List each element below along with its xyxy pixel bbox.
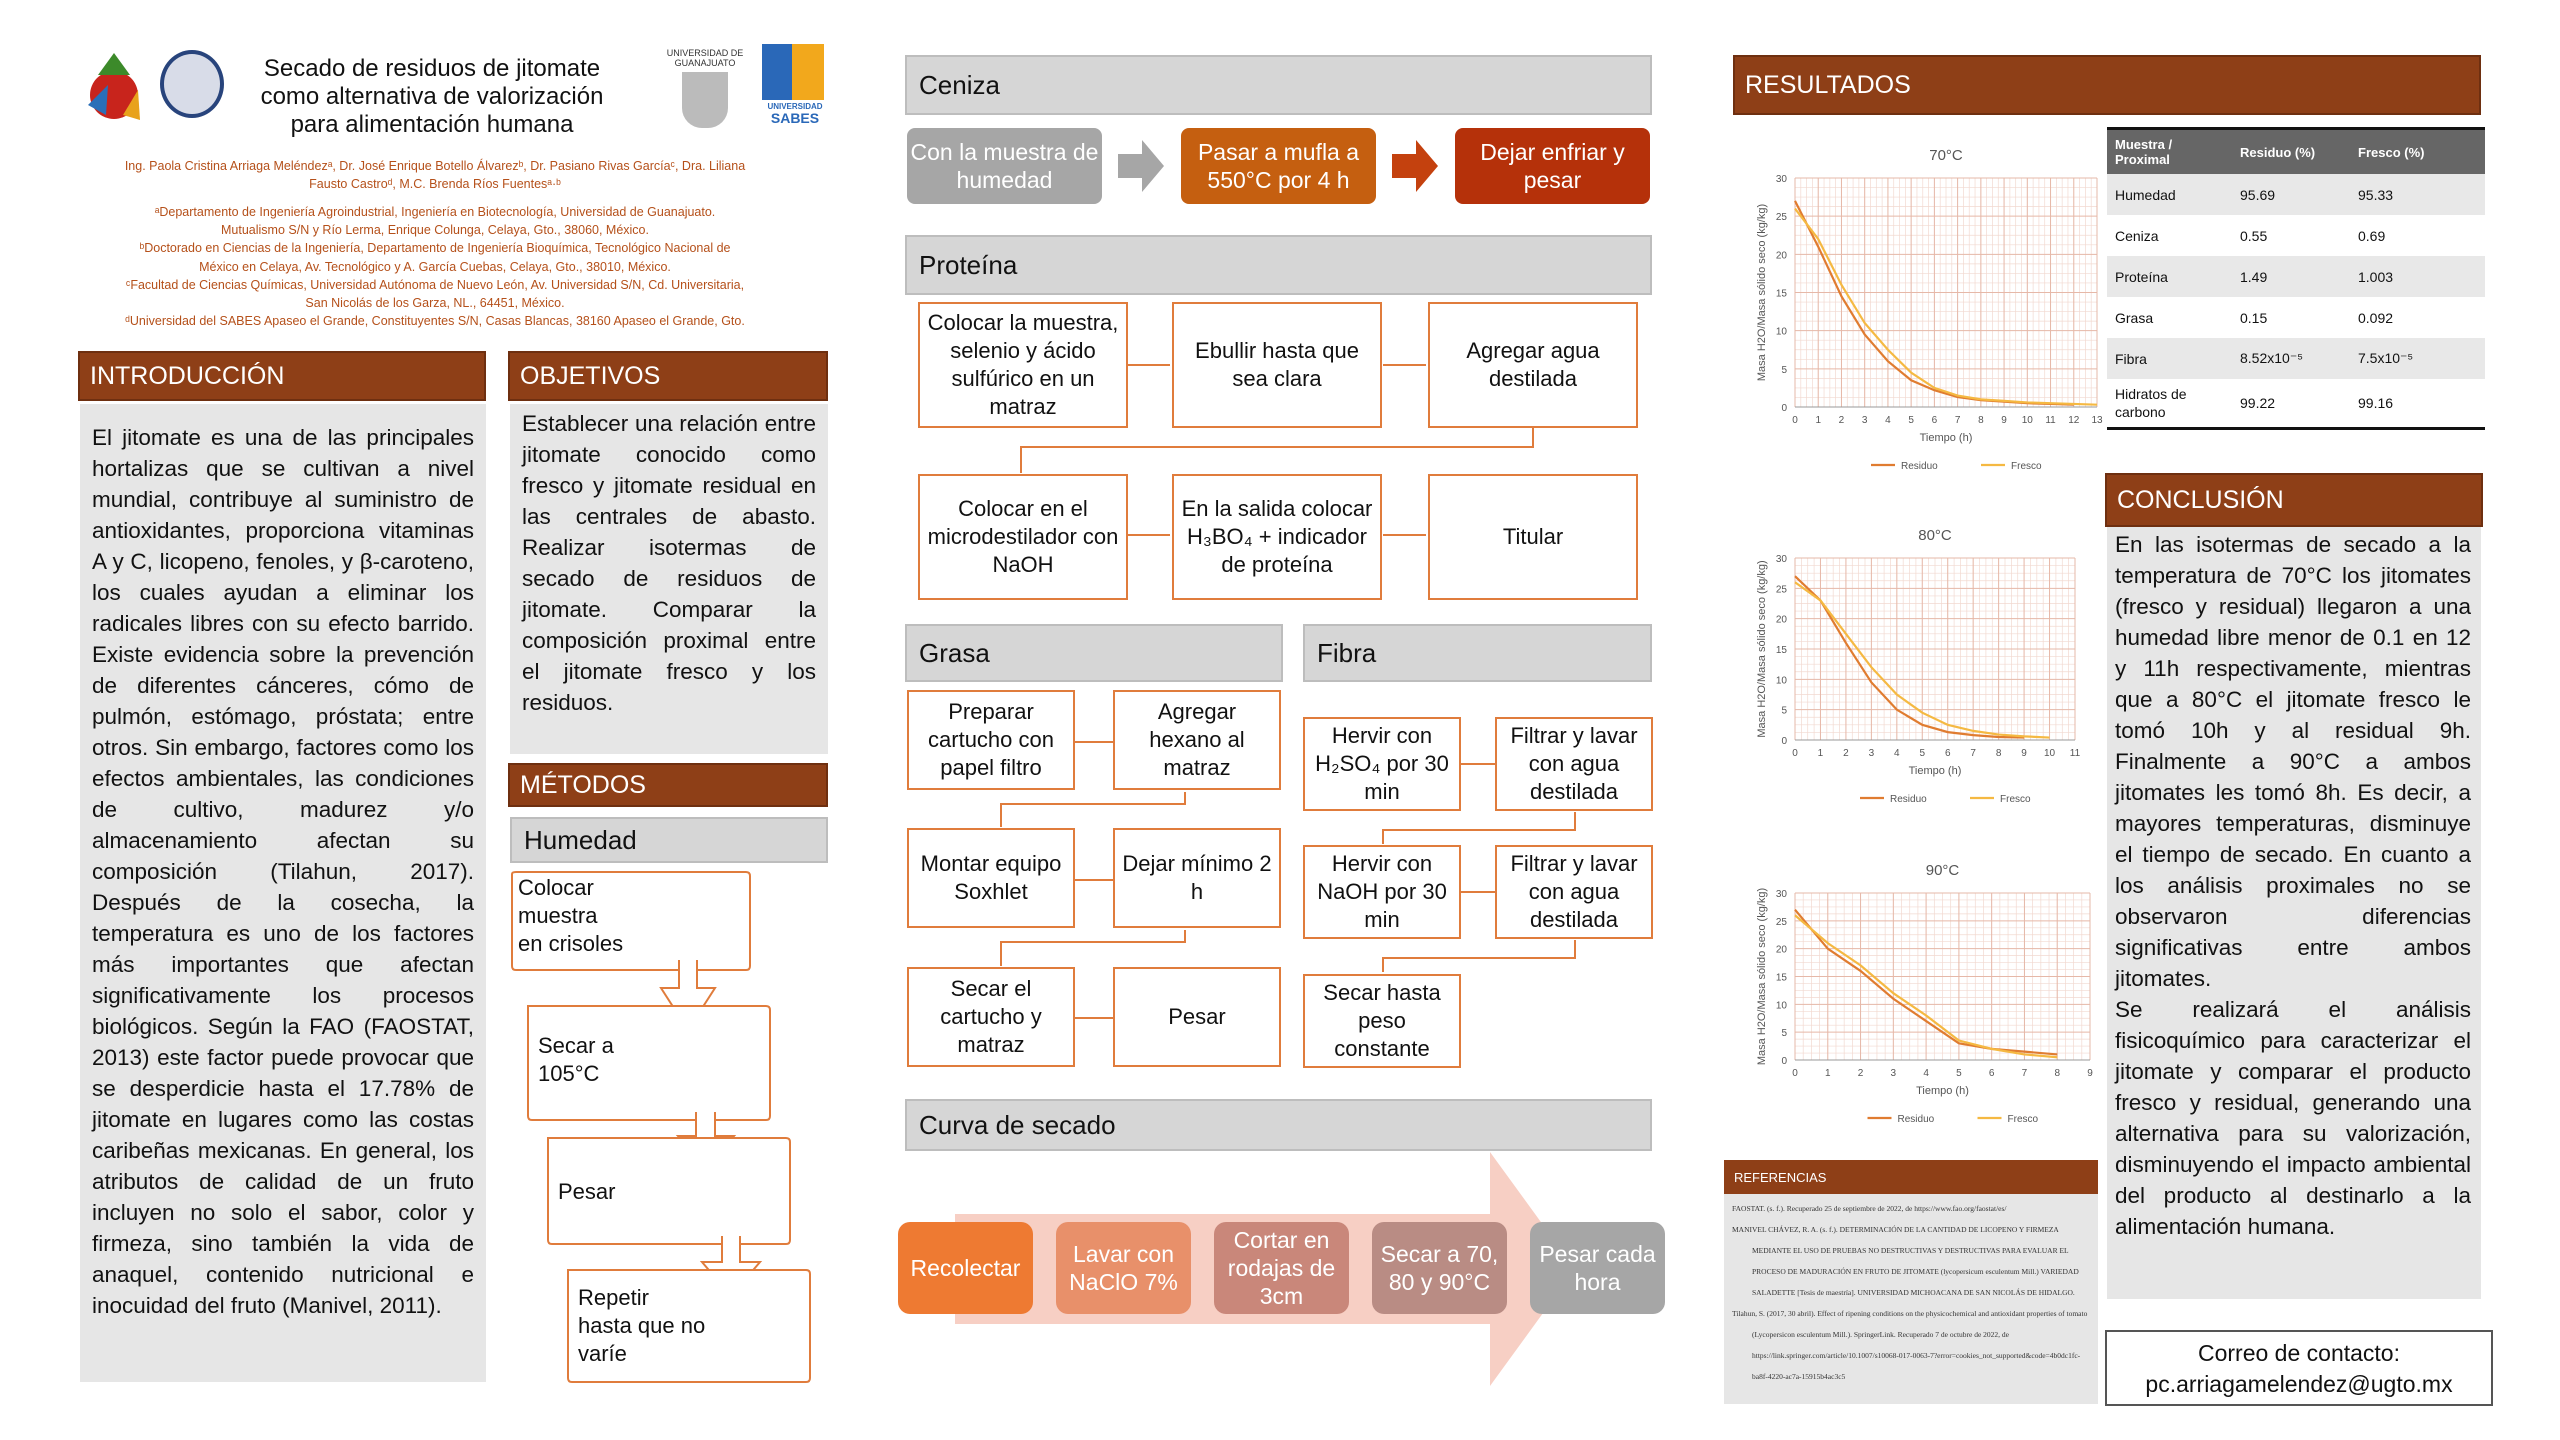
resultados-header (1733, 55, 2481, 115)
table-row (2107, 297, 2485, 338)
table-cell: 0.092 (2358, 309, 2394, 326)
grasa-step-1: Preparar cartucho con papel filtro (907, 690, 1075, 790)
grasa-header (905, 624, 1283, 682)
y-tick-label: 30 (1775, 889, 1787, 900)
table-cell: 7.5x10⁻⁵ (2358, 350, 2414, 366)
x-axis-label: Tiempo (h) (1916, 1085, 1969, 1097)
referencias-title: REFERENCIAS (1734, 1169, 1827, 1185)
humedad-step-4: Repetir hasta que no varíe (578, 1285, 706, 1366)
chart-title: 80°C (1918, 527, 1952, 544)
y-tick-label: 15 (1775, 288, 1787, 300)
contact-email[interactable]: pc.arriagamelendez@ugto.mx (2145, 1371, 2453, 1397)
reference-item: FAOSTAT. (s. f.). Recuperado 25 de septiembre de 2022, de https://www.fao.org/faostat/es/ (1732, 1204, 2007, 1213)
x-tick-label: 10 (2021, 415, 2033, 426)
fibra-step-3: Hervir con NaOH por 30 min (1303, 845, 1461, 939)
x-tick-label: 6 (1931, 415, 1938, 426)
proteina-step-5: En la salida colocar H₃BO₄ + indicador de proteína (1172, 474, 1382, 600)
grasa-step-6: Pesar (1113, 967, 1281, 1067)
grasa-step-4: Dejar mínimo 2 h (1113, 828, 1281, 928)
x-tick-label: 1 (1824, 1068, 1831, 1079)
intro-header (78, 351, 486, 401)
conclusion-title: CONCLUSIÓN (2117, 485, 2284, 514)
arrow-right-icon (1118, 140, 1164, 197)
x-tick-label: 5 (1919, 748, 1926, 759)
proteina-step-1: Colocar la muestra, selenio y ácido sulfúrico en un matraz (918, 302, 1128, 428)
grasa-step-5: Secar el cartucho y matraz (907, 967, 1075, 1067)
x-tick-label: 5 (1908, 415, 1914, 426)
chart-90c (1745, 845, 2115, 1150)
x-tick-label: 2 (1843, 748, 1849, 759)
proteina-step-4: Colocar en el microdestilador con NaOH (918, 474, 1128, 600)
fibra-step-2: Filtrar y lavar con agua destilada (1495, 717, 1653, 811)
x-tick-label: 0 (1792, 1068, 1798, 1079)
table-row (2107, 174, 2485, 215)
contact-box (2105, 1330, 2493, 1406)
curva-header (905, 1099, 1652, 1151)
table-cell: 1.49 (2240, 268, 2268, 285)
table-header: Fresco (%) (2358, 144, 2425, 160)
proteina-step-3: Agregar agua destilada (1428, 302, 1638, 428)
curva-step-3: Cortar en rodajas de 3cm (1214, 1222, 1349, 1314)
y-tick-label: 15 (1775, 972, 1787, 984)
curva-step-1: Recolectar (898, 1222, 1033, 1314)
curva-title: Curva de secado (919, 1109, 1116, 1140)
x-tick-label: 3 (1861, 415, 1868, 426)
humedad-step-3: Pesar (558, 1179, 616, 1204)
x-tick-label: 2 (1857, 1068, 1864, 1079)
y-tick-label: 20 (1775, 250, 1787, 262)
table-cell: Fibra (2115, 350, 2147, 367)
humedad-header (510, 817, 828, 863)
logo-tomato (78, 45, 150, 130)
y-tick-label: 30 (1775, 554, 1787, 565)
conclusion-text: En las isotermas de secado a la temperatura de 70°C los jitomates (fresco y residual) llegaron a una humedad libre menor de 0.1 en 12 y 11h respectivamente, mientras que a 80°C el jitomate fresco le tomó 10h y al residual 9h. Finalmente a 90°C a ambos jitomates les tomó 8h. Es decir, a mayores temperaturas, disminuye el tiempo de secado. En cuanto a los análisis proximales no se observaron diferencias significativas entre ambos jitomates. Se realizará el análisis fisicoquímico para caracterizar el jitomate y comparar el producto fresco y residual, generando una alternativa para su valorización, disminuyendo el impacto ambiental del producto al destinarlo a la alimentación humana. (2115, 532, 2471, 1239)
x-tick-label: 2 (1838, 415, 1845, 426)
table-cell: Grasa (2115, 309, 2154, 326)
humedad-step-1: Colocar muestra en crisoles (518, 875, 624, 956)
legend-label: Fresco (2011, 461, 2042, 472)
y-tick-label: 0 (1781, 403, 1787, 414)
x-tick-label: 3 (1890, 1068, 1897, 1079)
table-cell: 0.55 (2240, 227, 2268, 244)
y-tick-label: 0 (1781, 1056, 1787, 1067)
chart-70c (1745, 130, 2115, 500)
arrow-right-icon (1392, 140, 1438, 197)
y-tick-label: 30 (1775, 174, 1787, 185)
ceniza-step-1: Con la muestra de humedad (907, 128, 1102, 204)
objetivos-text: Establecer una relación entre jitomate conocido como fresco y jitomate residual en las centrales de abasto. Realizar isotermas de secado de residuos de jitomate. Comparar la composición proximal entre el jitomate fresco y los residuos. (522, 411, 816, 715)
x-axis-label: Tiempo (h) (1919, 432, 1973, 444)
legend-label: Fresco (2000, 794, 2031, 805)
resultados-title: RESULTADOS (1745, 70, 1911, 99)
curva-step-5: Pesar cada hora (1530, 1222, 1665, 1314)
proteina-step-2: Ebullir hasta que sea clara (1172, 302, 1382, 428)
y-tick-label: 25 (1775, 916, 1787, 928)
y-tick-label: 5 (1781, 364, 1787, 376)
table-header-row (2107, 130, 2485, 174)
x-tick-label: 8 (2054, 1068, 2061, 1079)
y-tick-label: 5 (1781, 1028, 1787, 1040)
fibra-step-5: Secar hasta peso constante (1303, 974, 1461, 1068)
legend-label: Residuo (1897, 1114, 1935, 1125)
grasa-step-2: Agregar hexano al matraz (1113, 690, 1281, 790)
chart-title: 70°C (1929, 147, 1963, 164)
y-tick-label: 20 (1775, 944, 1787, 956)
x-tick-label: 9 (2087, 1068, 2093, 1079)
humedad-step-2: Secar a 105°C (538, 1033, 614, 1086)
y-tick-label: 20 (1775, 614, 1787, 626)
x-tick-label: 7 (2021, 1068, 2028, 1079)
x-tick-label: 6 (1944, 748, 1951, 759)
proteina-title: Proteína (919, 249, 1018, 280)
intro-title: INTRODUCCIÓN (90, 361, 285, 390)
table-header: Residuo (%) (2240, 144, 2316, 160)
x-tick-label: 10 (2043, 748, 2056, 759)
x-tick-label: 9 (2021, 748, 2027, 759)
legend-label: Residuo (1890, 794, 1927, 805)
y-tick-label: 5 (1781, 705, 1787, 717)
y-tick-label: 15 (1775, 645, 1787, 656)
metodos-header (508, 763, 828, 807)
x-axis-label: Tiempo (h) (1908, 765, 1962, 777)
x-tick-label: 8 (1995, 748, 2002, 759)
objetivos-panel (510, 404, 828, 754)
x-tick-label: 4 (1885, 415, 1891, 426)
y-axis-label: Masa H2O/Masa sólido seco (kg/kg) (1756, 560, 1768, 738)
x-tick-label: 8 (1978, 415, 1984, 426)
x-tick-label: 0 (1792, 415, 1798, 426)
authors: Ing. Paola Cristina Arriaga Meléndezᵃ, Dr. José Enrique Botello Álvarezᵇ, Dr. Pasiano Rivas Garcíaᶜ, Dra. Liliana Fausto Castroᵈ, M.C. Brenda Ríos Fuentesᵃ·ᵇ (124, 159, 746, 191)
metodos-title: MÉTODOS (520, 770, 646, 799)
x-tick-label: 1 (1817, 748, 1824, 759)
y-tick-label: 0 (1781, 736, 1787, 747)
x-tick-label: 7 (1954, 415, 1961, 426)
y-tick-label: 10 (1775, 675, 1787, 687)
table-row (2107, 256, 2485, 297)
table-cell: 8.52x10⁻⁵ (2240, 350, 2304, 366)
legend-label: Fresco (2007, 1114, 2039, 1125)
curva-step-2: Lavar con NaClO 7% (1056, 1222, 1191, 1314)
table-row (2107, 379, 2485, 427)
x-tick-label: 12 (2068, 415, 2080, 426)
referencias-header (1724, 1160, 2098, 1194)
curva-step-4: Secar a 70, 80 y 90°C (1372, 1222, 1507, 1314)
grasa-title: Grasa (919, 637, 990, 668)
proximal-table (2107, 127, 2485, 430)
humedad-title: Humedad (524, 824, 637, 855)
table-header: Muestra / Proximal (2115, 137, 2173, 167)
x-tick-label: 11 (2069, 748, 2081, 759)
conclusion-header (2105, 473, 2483, 527)
chart-title: 90°C (1925, 862, 1960, 879)
ceniza-header (905, 55, 1652, 115)
table-cell: Proteína (2115, 268, 2168, 285)
x-tick-label: 13 (2091, 415, 2103, 426)
proteina-step-6: Titular (1428, 474, 1638, 600)
intro-text: El jitomate es una de las principales hortalizas que se cultivan a nivel mundial, contribuye al suministro de antioxidantes, proporciona vitaminas A y C, licopeno, fenoles, y β-caroteno, los cuales ayudan a eliminar los radicales libres con su efecto barrido. Existe evidencia sobre la prevención de diferentes cánceres, cómo de pulmón, estómago, próstata; entre otros. Sin embargo, factores como los efectos ambientales, las condiciones de cultivo, madurez y/o almacenamiento afectan su composición (Tilahun, 2017). Después de la cosecha, la temperatura es uno de los factores más importantes que afectan significativamente los procesos biológicos. Según la FAO (FAOSTAT, 2013) este factor puede provocar que se desperdicie hasta el 17.78% de jitomate en lugares como las costas caribeñas mexicanas. En general, los atributos de calidad de un fruto incluyen no solo el sabor, color y firmeza, sino también la vida de anaquel, contenido nutricional e inocuidad del fruto (Manivel, 2011). (92, 425, 474, 1318)
x-tick-label: 0 (1792, 748, 1798, 759)
y-tick-label: 10 (1775, 326, 1787, 338)
chart-80c (1745, 510, 2115, 835)
logo-ug: UNIVERSIDAD DE GUANAJUATO (660, 48, 750, 128)
logo-sabes: UNIVERSIDAD SABES (762, 44, 828, 134)
y-tick-label: 10 (1775, 1000, 1787, 1012)
table-cell: 1.003 (2358, 268, 2394, 285)
table-cell: 95.69 (2240, 186, 2276, 203)
ceniza-step-2: Pasar a mufla a 550°C por 4 h (1181, 128, 1376, 204)
reference-item: Tilahun, S. (2017, 30 abril). Effect of ripening conditions on the physicochemical and antioxidant properties of tomato (Lycopersicon esculentum Mill.). SpringerLink. Recuperado 7 de octubre de 2022, de https://link.springer.com/article/10.1007/s10068-017-0063-7?error=cookies_not_supported&code=4b0dc1fc-ba8f-4220-ac7a-15915b4ac3c5 (1732, 1309, 2088, 1381)
table-row (2107, 338, 2485, 379)
proteina-header (905, 235, 1652, 295)
fibra-title: Fibra (1317, 637, 1377, 668)
humedad-flow (510, 868, 830, 1388)
x-tick-label: 4 (1923, 1068, 1929, 1079)
intro-panel (80, 404, 486, 1382)
conclusion-panel (2107, 527, 2481, 1299)
x-tick-label: 9 (2001, 415, 2007, 426)
fibra-header (1303, 624, 1652, 682)
y-axis-label: Masa H2O/Masa sólido seco (kg/kg) (1756, 203, 1768, 382)
x-tick-label: 3 (1868, 748, 1875, 759)
fibra-step-1: Hervir con H₂SO₄ por 30 min (1303, 717, 1461, 811)
contact-label: Correo de contacto: (2197, 1340, 2400, 1366)
grasa-step-3: Montar equipo Soxhlet (907, 828, 1075, 928)
table-cell: 95.33 (2358, 186, 2394, 203)
poster-title: Secado de residuos de jitomate como alternativa de valorización para alimentación humana (260, 55, 604, 138)
table-cell: 0.69 (2358, 227, 2386, 244)
fibra-step-4: Filtrar y lavar con agua destilada (1495, 845, 1653, 939)
table-cell: 99.16 (2358, 395, 2394, 411)
table-cell: 99.22 (2240, 395, 2276, 411)
ceniza-title: Ceniza (919, 69, 1000, 100)
y-axis-label: Masa H2O/Masa sólido seco (kg/kg) (1756, 887, 1768, 1066)
x-tick-label: 4 (1894, 748, 1900, 759)
reference-item: MANIVEL CHÁVEZ, R. A. (s. f.). DETERMINACIÓN DE LA CANTIDAD DE LICOPENO Y FIRMEZA MEDIANTE EL USO DE PRUEBAS NO DESTRUCTIVAS Y DESTRUCTIVAS PARA EVALUAR EL PROCESO DE MADURACIÓN EN FRUTO DE JITOMATE (lycopersicum esculentum Mill.) VARIEDAD SALADETTE [Tesis de maestría]. UNIVERSIDAD MICHOACANA DE SAN NICOLÁS DE HIDALGO. (1732, 1225, 2079, 1297)
table-cell: 0.15 (2240, 309, 2268, 326)
referencias-panel (1724, 1194, 2098, 1404)
y-tick-label: 25 (1775, 584, 1787, 596)
objetivos-title: OBJETIVOS (520, 361, 661, 390)
table-cell: Ceniza (2115, 227, 2159, 244)
x-tick-label: 7 (1970, 748, 1976, 759)
x-tick-label: 11 (2045, 415, 2056, 426)
table-cell: Hidratos de carbono (2115, 386, 2187, 420)
table-cell: Humedad (2115, 186, 2176, 203)
table-row (2107, 215, 2485, 256)
legend-label: Residuo (1901, 461, 1938, 472)
ceniza-step-3: Dejar enfriar y pesar (1455, 128, 1650, 204)
objetivos-header (508, 351, 828, 401)
logo-tecnm-seal (160, 50, 224, 118)
affiliations: ᵃDepartamento de Ingeniería Agroindustrial, Ingeniería en Biotecnología, Universidad de Guanajuato. Mutualismo S/N y Río Lerma, Enrique Colunga, Celaya, Gto., 38060, México. ᵇDoctorado en Ciencias de la Ingeniería, Departamento de Ingeniería Bioquímica, Tecnológico Nacional de México en Celaya, Av. Tecnológico y A. García Cuebas, Celaya, Gto., 38010, México. ᶜFacultad de Ciencias Químicas, Universidad Autónoma de Nuevo León, Av. Universidad S/N, Cd. Universitaria, San Nicolás de los Garza, NL., 64451, México. ᵈUniversidad del SABES Apaseo el Grande, Constituyentes S/N, Casas Blancas, 38160 Apaseo el Grande, Gto. (125, 205, 745, 329)
x-tick-label: 6 (1988, 1068, 1995, 1079)
x-tick-label: 5 (1956, 1068, 1962, 1079)
y-tick-label: 25 (1775, 212, 1787, 224)
x-tick-label: 1 (1815, 415, 1822, 426)
